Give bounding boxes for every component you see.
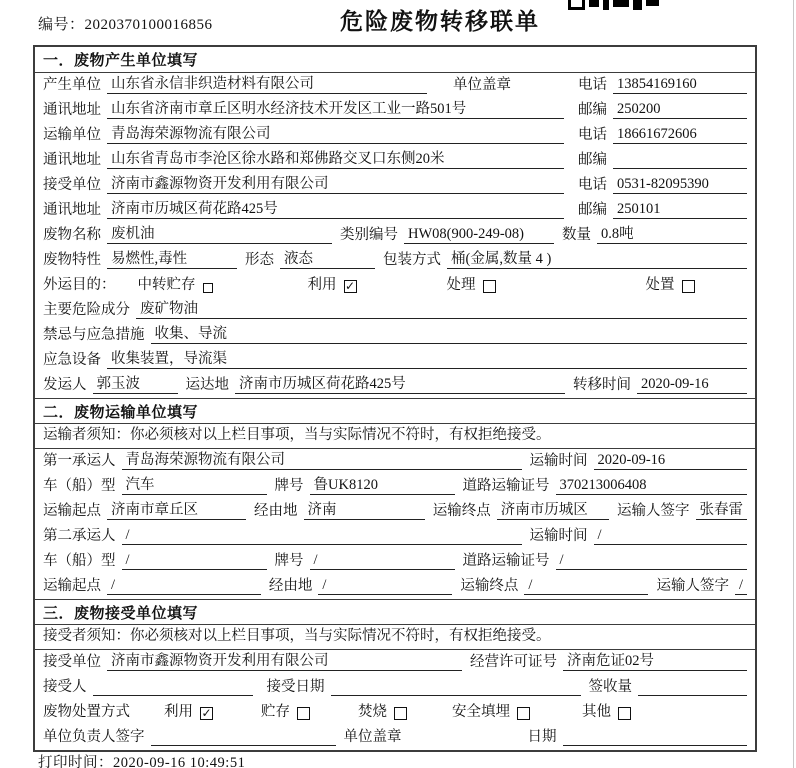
sign1-value: 张春雷 bbox=[696, 498, 748, 520]
transport-time-label: 运输时间 bbox=[529, 528, 588, 544]
row-equipment bbox=[35, 348, 755, 373]
permit2-value: / bbox=[556, 552, 748, 570]
checkbox-utilize: ✓ bbox=[344, 279, 356, 293]
traits-value: 易燃性,毒性 bbox=[107, 247, 237, 269]
row-producer bbox=[35, 73, 755, 98]
checkbox-disposal-landfill bbox=[517, 707, 530, 720]
row-acceptor bbox=[35, 675, 755, 700]
transfer-time-value: 2020-09-16 bbox=[637, 376, 747, 394]
taboo-label: 禁忌与应急措施 bbox=[43, 327, 145, 343]
purpose-option-dispose: 处置 bbox=[646, 273, 695, 294]
packing-value: 桶(金属,数量 4 ) bbox=[447, 247, 747, 269]
receiver-phone-value: 0531-82095390 bbox=[613, 176, 747, 194]
qr-block bbox=[568, 0, 585, 10]
waste-name-label: 废物名称 bbox=[43, 227, 101, 243]
terminus2-value: / bbox=[524, 577, 648, 595]
dest-value: 济南市历城区荷花路425号 bbox=[235, 372, 565, 394]
carrier2-value: / bbox=[122, 527, 522, 545]
transport-time-label: 运输时间 bbox=[529, 453, 588, 469]
vehicle-label: 车（船）型 bbox=[43, 478, 116, 494]
plate-label: 牌号 bbox=[274, 478, 304, 494]
receiver-zip-value: 250101 bbox=[613, 201, 747, 219]
row-shipper bbox=[35, 373, 755, 398]
receiver-label: 接受单位 bbox=[43, 177, 101, 193]
carrier-sign-label: 运输人签字 bbox=[656, 578, 729, 594]
category-value: HW08(900-249-08) bbox=[404, 226, 554, 244]
qty-label: 数量 bbox=[562, 227, 591, 243]
doc-number-value: 2020370100016856 bbox=[84, 17, 213, 33]
transfer-time-label: 转移时间 bbox=[573, 377, 631, 393]
transporter-phone-value: 18661672606 bbox=[613, 126, 747, 144]
transport-notice-text: 运输者须知：你必须核对以上栏目事项，当与实际情况不符时，有权拒绝接受。 bbox=[43, 427, 551, 443]
row-producer-address bbox=[35, 98, 755, 123]
disposal-option-incinerate: 焚烧 bbox=[358, 700, 407, 721]
origin-label: 运输起点 bbox=[43, 578, 101, 594]
row-waste-traits bbox=[35, 248, 755, 273]
plate1-value: 鲁UK8120 bbox=[310, 473, 455, 495]
section1-heading: 一．废物产生单位填写 bbox=[35, 47, 755, 73]
hazard-value: 废矿物油 bbox=[136, 297, 747, 319]
producer-value: 山东省永信非织造材料有限公司 bbox=[107, 72, 427, 94]
row-transport-notice bbox=[35, 424, 755, 449]
shipper-label: 发运人 bbox=[43, 377, 87, 393]
amount-label: 签收量 bbox=[588, 679, 632, 695]
qr-block bbox=[646, 0, 659, 6]
accept-unit-value: 济南市鑫源物资开发利用有限公司 bbox=[107, 649, 462, 671]
acceptor-value bbox=[93, 678, 253, 696]
address-label: 通讯地址 bbox=[43, 102, 101, 118]
traits-label: 废物特性 bbox=[43, 252, 101, 268]
row-route2 bbox=[35, 574, 755, 599]
transporter-address-value: 山东省青岛市李沧区徐水路和郑佛路交叉口东侧20米 bbox=[107, 147, 564, 169]
row-receiver bbox=[35, 173, 755, 198]
origin2-value: / bbox=[107, 577, 261, 595]
transport-time1-value: 2020-09-16 bbox=[594, 452, 748, 470]
print-time-value: 2020-09-16 10:49:51 bbox=[113, 755, 246, 768]
vehicle1-value: 汽车 bbox=[122, 473, 267, 495]
purpose-option-treat: 处理 bbox=[447, 273, 496, 294]
form-label: 形态 bbox=[245, 252, 274, 268]
sign2-value: / bbox=[735, 577, 747, 595]
row-manager-sign bbox=[35, 725, 755, 750]
shipper-value: 郭玉波 bbox=[93, 372, 178, 394]
row-vehicle2 bbox=[35, 549, 755, 574]
manifest-form bbox=[33, 45, 757, 752]
purpose-option-utilize: 利用 ✓ bbox=[307, 277, 356, 293]
row-hazard bbox=[35, 298, 755, 323]
qr-block bbox=[603, 0, 609, 10]
license-label: 经营许可证号 bbox=[470, 654, 557, 670]
manager-sign-value bbox=[151, 728, 336, 746]
hazard-label: 主要危险成分 bbox=[43, 302, 130, 318]
disposal-option-store: 贮存 bbox=[261, 700, 310, 721]
row-waste-name bbox=[35, 223, 755, 248]
producer-zip-value: 250200 bbox=[613, 101, 747, 119]
seal-label: 单位盖章 bbox=[343, 729, 402, 745]
transporter-zip-value bbox=[613, 151, 747, 169]
page-title: 危险废物转移联单 bbox=[340, 8, 540, 34]
origin1-value: 济南市章丘区 bbox=[107, 498, 246, 520]
qr-block bbox=[589, 0, 599, 7]
transport-time2-value: / bbox=[594, 527, 748, 545]
row-purpose bbox=[35, 273, 755, 298]
acceptor-label: 接受人 bbox=[43, 679, 87, 695]
via1-value: 济南 bbox=[304, 498, 425, 520]
purpose-label: 外运目的： bbox=[43, 277, 116, 293]
row-transporter-address bbox=[35, 148, 755, 173]
carrier1-label: 第一承运人 bbox=[43, 453, 116, 469]
print-time-label: 打印时间： bbox=[38, 755, 113, 768]
equipment-value: 收集装置，导流渠 bbox=[107, 347, 747, 369]
terminus1-value: 济南市历城区 bbox=[497, 498, 609, 520]
dest-label: 运达地 bbox=[185, 377, 229, 393]
checkbox-dispose bbox=[682, 280, 695, 293]
road-permit-label: 道路运输证号 bbox=[462, 553, 550, 569]
waste-name-value: 废机油 bbox=[107, 222, 332, 244]
permit1-value: 370213006408 bbox=[556, 477, 748, 495]
zip-label: 邮编 bbox=[578, 152, 607, 168]
vehicle-label: 车（船）型 bbox=[43, 553, 116, 569]
qr-code-fragment-icon bbox=[568, 0, 659, 10]
row-disposal bbox=[35, 700, 755, 725]
form-value: 液态 bbox=[280, 247, 375, 269]
section2-heading: 二．废物运输单位填写 bbox=[35, 398, 755, 424]
row-accept-notice bbox=[35, 625, 755, 650]
carrier2-label: 第二承运人 bbox=[43, 528, 116, 544]
vehicle2-value: / bbox=[122, 552, 267, 570]
row-taboo bbox=[35, 323, 755, 348]
checkbox-treat bbox=[483, 280, 496, 293]
producer-address-value: 山东省济南市章丘区明水经济技术开发区工业一路501号 bbox=[107, 97, 564, 119]
terminus-label: 运输终点 bbox=[460, 578, 519, 594]
origin-label: 运输起点 bbox=[43, 503, 101, 519]
qr-block bbox=[633, 0, 642, 10]
zip-label: 邮编 bbox=[578, 202, 607, 218]
plate-label: 牌号 bbox=[274, 553, 304, 569]
accept-unit-label: 接受单位 bbox=[43, 654, 101, 670]
transporter-value: 青岛海荣源物流有限公司 bbox=[107, 122, 564, 144]
road-permit-label: 道路运输证号 bbox=[462, 478, 550, 494]
disposal-option-utilize: 利用 ✓ bbox=[164, 704, 212, 720]
license-value: 济南危证02号 bbox=[563, 649, 747, 671]
qr-block bbox=[613, 0, 629, 7]
checkbox-disposal-utilize: ✓ bbox=[201, 706, 212, 720]
checkbox-disposal-other bbox=[618, 707, 631, 720]
checkbox-transfer-storage bbox=[203, 283, 213, 293]
phone-label: 电话 bbox=[578, 77, 607, 93]
receiver-value: 济南市鑫源物资开发利用有限公司 bbox=[107, 172, 564, 194]
receiver-address-value: 济南市历城区荷花路425号 bbox=[107, 197, 564, 219]
checkbox-disposal-store bbox=[297, 707, 310, 720]
disposal-option-other: 其他 bbox=[582, 700, 631, 721]
terminus-label: 运输终点 bbox=[432, 503, 491, 519]
address-label: 通讯地址 bbox=[43, 152, 101, 168]
row-receiver-address bbox=[35, 198, 755, 223]
carrier-sign-label: 运输人签字 bbox=[617, 503, 690, 519]
via-label: 经由地 bbox=[268, 578, 313, 594]
zip-label: 邮编 bbox=[578, 102, 607, 118]
transporter-label: 运输单位 bbox=[43, 127, 101, 143]
producer-label: 产生单位 bbox=[43, 77, 101, 93]
row-accept-unit bbox=[35, 650, 755, 675]
print-time-line bbox=[38, 751, 245, 768]
section3-heading: 三．废物接受单位填写 bbox=[35, 599, 755, 625]
phone-label: 电话 bbox=[578, 127, 607, 143]
row-carrier2 bbox=[35, 524, 755, 549]
date-label: 日期 bbox=[527, 729, 557, 745]
plate2-value: / bbox=[310, 552, 455, 570]
carrier1-value: 青岛海荣源物流有限公司 bbox=[122, 448, 522, 470]
row-vehicle1 bbox=[35, 474, 755, 499]
address-label: 通讯地址 bbox=[43, 202, 101, 218]
seal-label: 单位盖章 bbox=[453, 77, 511, 93]
category-label: 类别编号 bbox=[340, 227, 398, 243]
accept-date-label: 接受日期 bbox=[266, 679, 325, 695]
producer-phone-value: 13854169160 bbox=[613, 76, 747, 94]
taboo-value: 收集、导流 bbox=[151, 322, 748, 344]
via-label: 经由地 bbox=[254, 503, 298, 519]
page-right-edge bbox=[793, 0, 794, 768]
accept-notice-text: 接受者须知：你必须核对以上栏目事项，当与实际情况不符时，有权拒绝接受。 bbox=[43, 628, 551, 644]
packing-label: 包装方式 bbox=[383, 252, 441, 268]
purpose-option-transfer-storage: 中转贮存 bbox=[138, 273, 213, 294]
amount-value bbox=[638, 678, 747, 696]
row-transporter bbox=[35, 123, 755, 148]
equipment-label: 应急设备 bbox=[43, 352, 101, 368]
disposal-option-landfill: 安全填埋 bbox=[452, 700, 530, 721]
date-value bbox=[563, 728, 748, 746]
qty-value: 0.8吨 bbox=[597, 222, 747, 244]
checkbox-disposal-incinerate bbox=[394, 707, 407, 720]
manager-sign-label: 单位负责人签字 bbox=[43, 729, 145, 745]
via2-value: / bbox=[318, 577, 452, 595]
row-carrier1 bbox=[35, 449, 755, 474]
row-route1 bbox=[35, 499, 755, 524]
disposal-label: 废物处置方式 bbox=[43, 704, 130, 720]
phone-label: 电话 bbox=[578, 177, 607, 193]
doc-number-label: 编号： bbox=[38, 17, 85, 33]
accept-date-value bbox=[331, 678, 581, 696]
